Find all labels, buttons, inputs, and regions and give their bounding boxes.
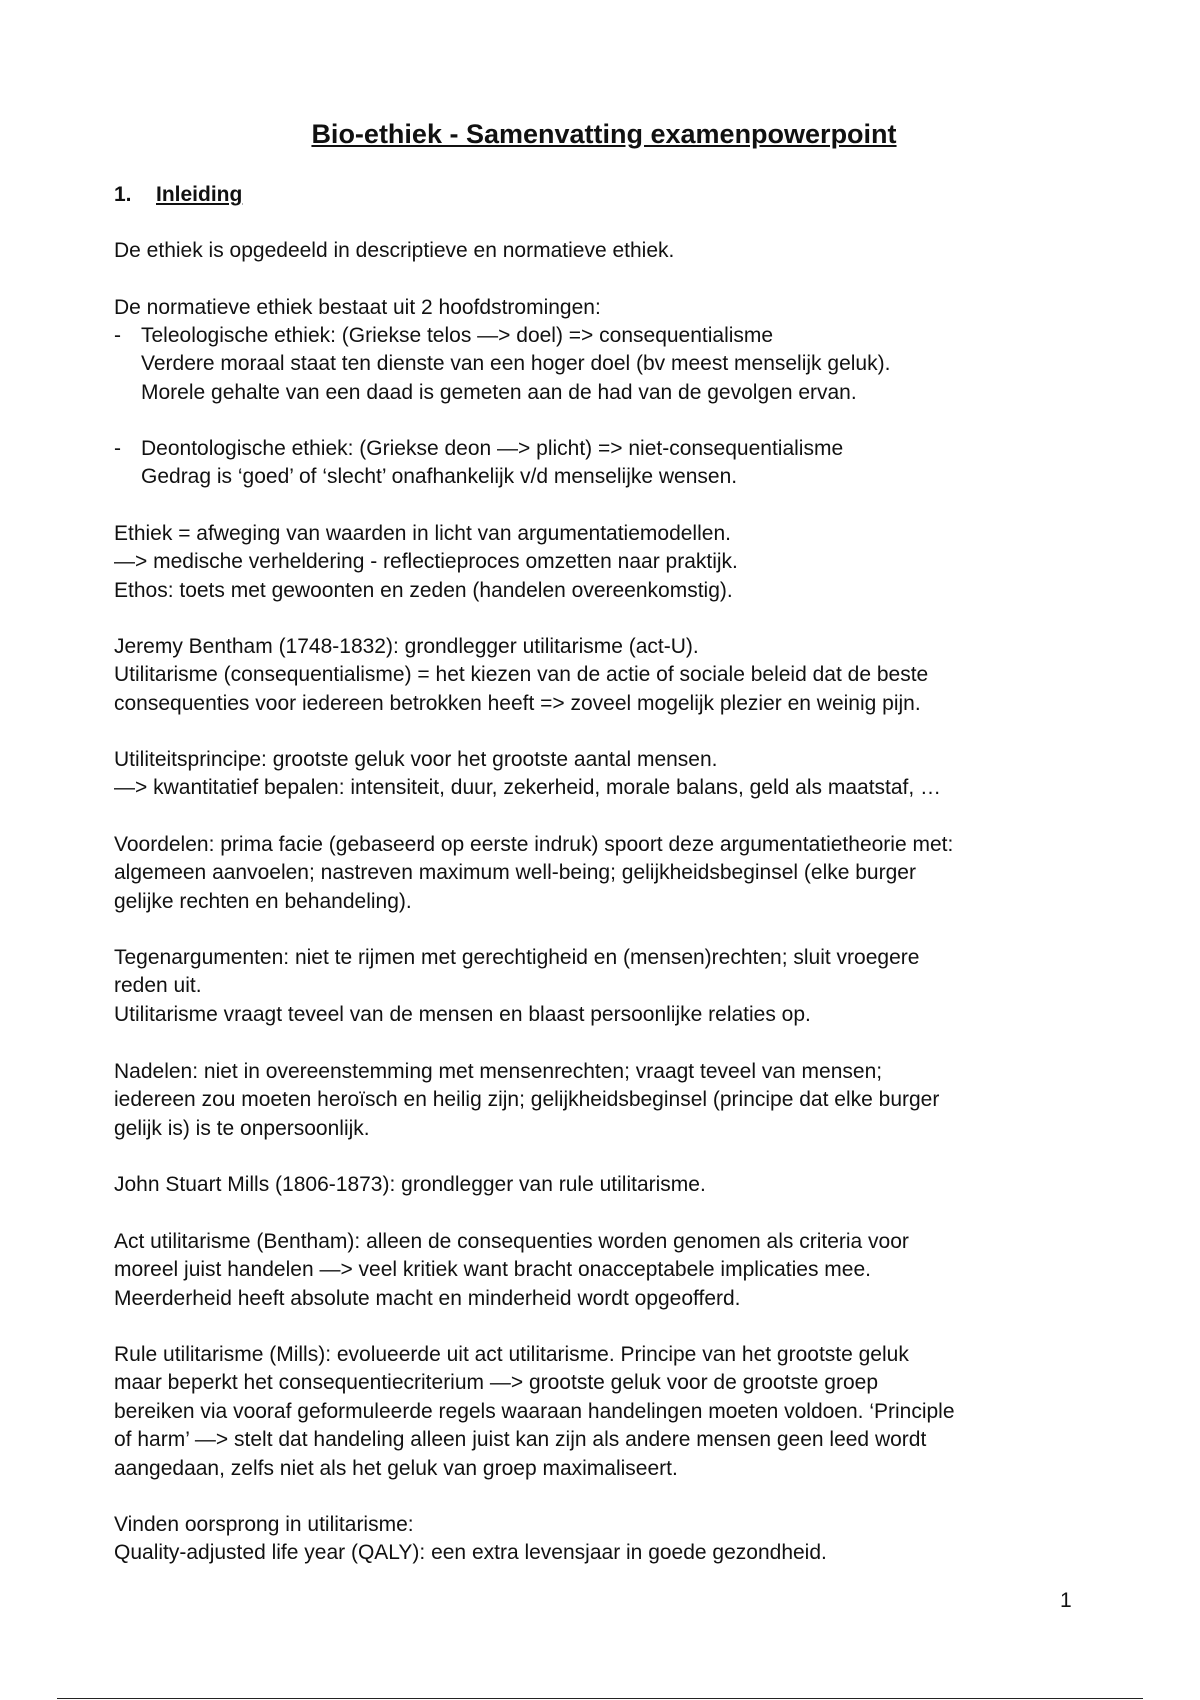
text-line: Meerderheid heeft absolute macht en minderheid wordt opgeofferd.	[114, 1286, 741, 1310]
section-number: 1.	[114, 183, 132, 206]
bullet-deontological	[114, 435, 1094, 492]
text-line: Morele gehalte van een daad is gemeten aan de had van de gevolgen ervan.	[141, 380, 857, 404]
text-line: Utilitarisme (consequentialisme) = het kiezen van de actie of sociale beleid dat de beste	[114, 663, 929, 687]
text-line: iedereen zou moeten heroïsch en heilig zijn; gelijkheidsbeginsel (principe dat elke burger	[114, 1088, 940, 1112]
paragraph-normative-ethics	[114, 294, 1094, 322]
text-line: —> kwantitatief bepalen: intensiteit, duur, zekerheid, morale balans, geld als maatstaf, …	[114, 776, 942, 800]
text-line: Rule utilitarisme (Mills): evolueerde uit act utilitarisme. Principe van het grootste geluk	[114, 1343, 909, 1366]
section-heading	[114, 181, 242, 209]
text-line: Utilitarisme vraagt teveel van de mensen en blaast persoonlijke relaties op.	[114, 1002, 811, 1026]
text-line: Gedrag is ‘goed’ of ‘slecht’ onafhankelijk v/d menselijke wensen.	[141, 465, 738, 489]
text-line: Ethos: toets met gewoonten en zeden (handelen overeenkomstig).	[114, 578, 733, 602]
paragraph-counterarguments	[114, 944, 1094, 1029]
text-line: De ethiek is opgedeeld in descriptieve en normatieve ethiek.	[114, 239, 675, 262]
paragraph-ethics-division	[114, 237, 1094, 265]
text-line: Tegenargumenten: niet te rijmen met gerechtigheid en (mensen)rechten; sluit vroegere	[114, 946, 920, 969]
paragraph-rule-utilitarianism	[114, 1341, 1094, 1483]
text-line: Verdere moraal staat ten dienste van een hoger doel (bv meest menselijk geluk).	[141, 352, 891, 376]
text-line: gelijke rechten en behandeling).	[114, 889, 412, 913]
text-line: De normatieve ethiek bestaat uit 2 hoofdstromingen:	[114, 296, 601, 319]
paragraph-ethics-definition	[114, 520, 1094, 605]
text-line: Vinden oorsprong in utilitarisme:	[114, 1513, 414, 1536]
text-line: maar beperkt het consequentiecriterium —> grootste geluk voor de grootste groep	[114, 1371, 879, 1395]
text-line: Deontologische ethiek: (Griekse deon —> plicht) => niet-consequentialisme	[141, 437, 844, 460]
document-title: Bio-ethiek - Samenvatting examenpowerpoint	[311, 119, 897, 149]
text-line: Jeremy Bentham (1748-1832): grondlegger utilitarisme (act-U).	[114, 635, 699, 658]
text-line: Act utilitarisme (Bentham): alleen de consequenties worden genomen als criteria voor	[114, 1230, 909, 1253]
paragraph-bentham	[114, 633, 1094, 718]
text-line: of harm’ —> stelt dat handeling alleen juist kan zijn als andere mensen geen leed wordt	[114, 1428, 927, 1452]
text-line: Nadelen: niet in overeenstemming met mensenrechten; vraagt teveel van mensen;	[114, 1060, 883, 1083]
bullet-teleological	[114, 322, 1094, 407]
text-line: Quality-adjusted life year (QALY): een extra levensjaar in goede gezondheid.	[114, 1541, 827, 1565]
bullet-marker: -	[114, 437, 121, 460]
text-line: moreel juist handelen —> veel kritiek want bracht onacceptabele implicaties mee.	[114, 1258, 871, 1282]
paragraph-advantages	[114, 831, 1094, 916]
footer-divider	[57, 1698, 1143, 1699]
text-line: algemeen aanvoelen; nastreven maximum well-being; gelijkheidsbeginsel (elke burger	[114, 861, 916, 885]
paragraph-utility-principle	[114, 746, 1094, 803]
text-line: Ethiek = afweging van waarden in licht van argumentatiemodellen.	[114, 522, 731, 545]
paragraph-act-utilitarianism	[114, 1228, 1094, 1313]
section-title: Inleiding	[156, 183, 243, 206]
paragraph-disadvantages	[114, 1058, 1094, 1143]
text-line: Utiliteitsprincipe: grootste geluk voor het grootste aantal mensen.	[114, 748, 718, 771]
bullet-marker: -	[114, 324, 121, 347]
text-line: Voordelen: prima facie (gebaseerd op eerste indruk) spoort deze argumentatietheorie met:	[114, 833, 954, 856]
text-line: —> medische verheldering - reflectieproces omzetten naar praktijk.	[114, 550, 738, 574]
text-line: John Stuart Mills (1806-1873): grondlegger van rule utilitarisme.	[114, 1173, 706, 1196]
paragraph-qaly	[114, 1511, 1094, 1568]
text-line: bereiken via vooraf geformuleerde regels waaraan handelingen moeten voldoen. ‘Principle	[114, 1399, 955, 1423]
text-line: consequenties voor iedereen betrokken heeft => zoveel mogelijk plezier en weinig pijn.	[114, 691, 921, 715]
text-line: gelijk is) is te onpersoonlijk.	[114, 1116, 370, 1140]
text-line: Teleologische ethiek: (Griekse telos —> doel) => consequentialisme	[141, 324, 774, 347]
page-number: 1	[1060, 1589, 1072, 1612]
text-line: reden uit.	[114, 974, 202, 998]
text-line: aangedaan, zelfs niet als het geluk van groep maximaliseert.	[114, 1456, 678, 1480]
paragraph-mills	[114, 1171, 1094, 1199]
